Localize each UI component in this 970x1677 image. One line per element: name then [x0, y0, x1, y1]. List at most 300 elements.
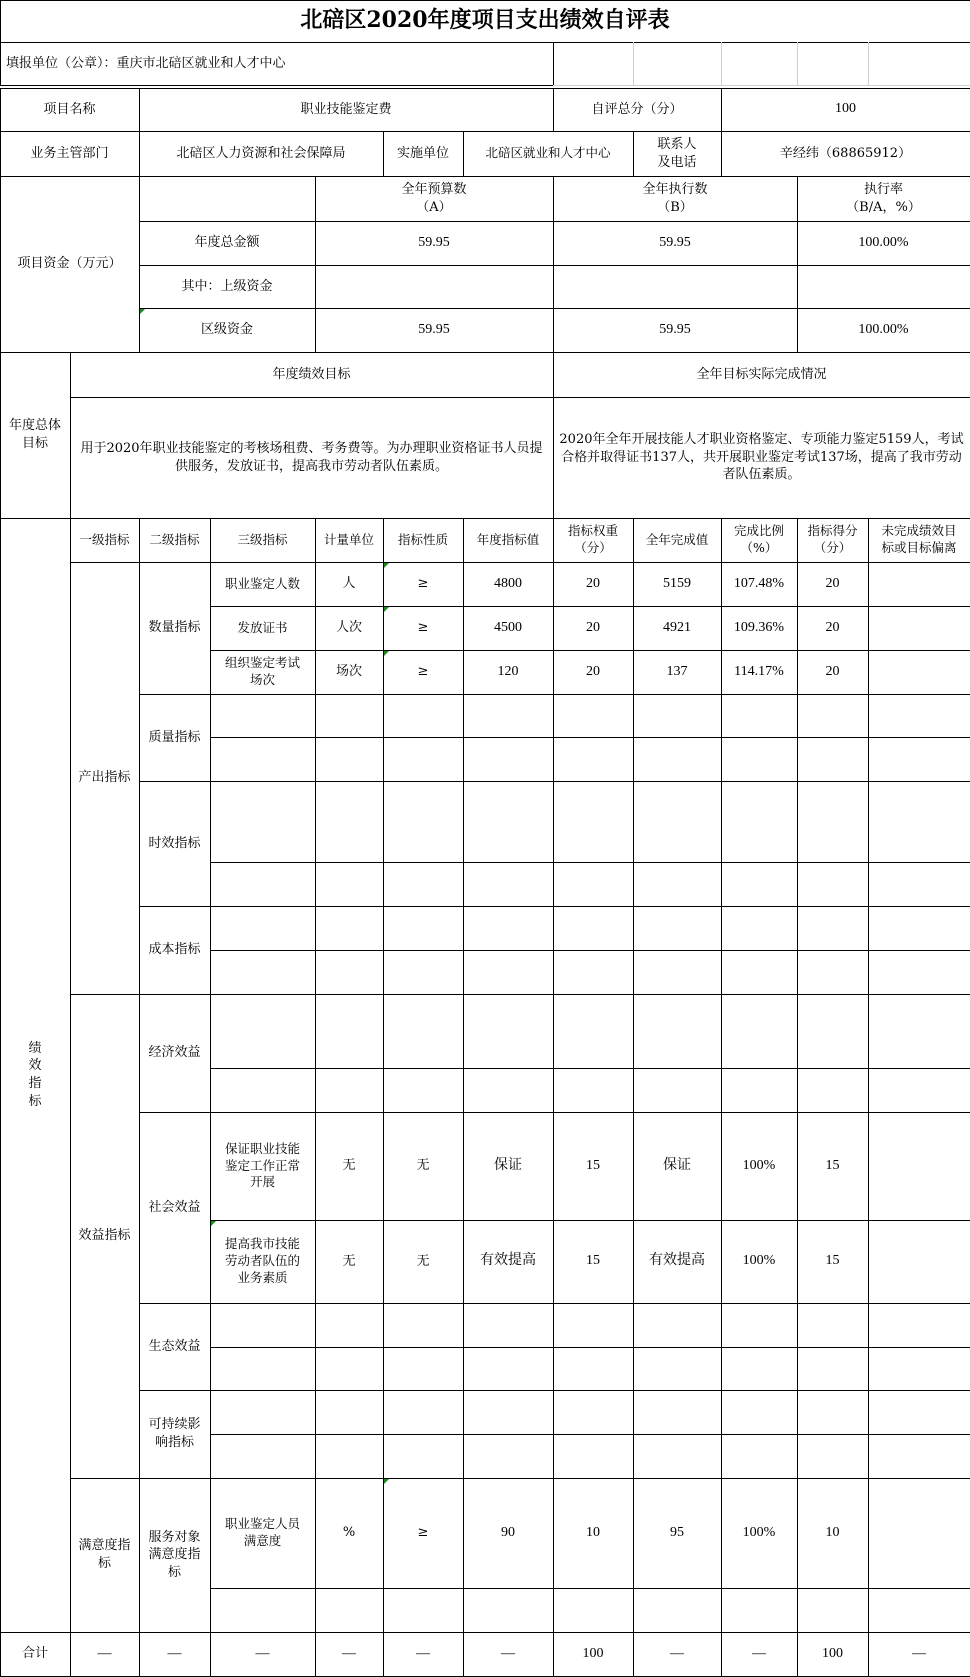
goals-target-text [70, 397, 553, 518]
level2-economic [139, 994, 210, 1112]
indicator-actual-text: 4921 [663, 619, 691, 635]
empty-cell [721, 862, 797, 906]
funds-row-a-text: 59.95 [418, 321, 450, 337]
empty-cell [463, 906, 553, 950]
indicator-score [797, 1478, 868, 1588]
indicator-deviation [868, 1112, 970, 1220]
empty-cell [553, 994, 633, 1068]
goals-target-header [70, 352, 553, 397]
filler-unit-text: 填报单位（公章）：重庆市北碚区就业和人才中心 [6, 55, 286, 71]
empty-cell [721, 1303, 797, 1347]
level2-quantity-text: 数量指标 [148, 620, 201, 636]
indicator-nature [383, 562, 463, 606]
project-name-value [139, 88, 553, 131]
indicator-deviation [868, 562, 970, 606]
indicator-nature [383, 1112, 463, 1220]
empty-cell [553, 1068, 633, 1112]
indicator-nature-text: 无 [416, 1158, 430, 1174]
empty-cell [797, 1434, 868, 1478]
empty-cell [210, 737, 315, 781]
indicator-ratio-text: 109.36% [733, 619, 785, 635]
empty-cell [633, 1390, 721, 1434]
level2-quality [139, 694, 210, 781]
total-cell-text: — [416, 1645, 430, 1661]
empty-cell [383, 950, 463, 994]
indicator-name-text: 提高我市技能 劳动者队伍的 业务素质 [224, 1236, 300, 1285]
project-name-label [0, 88, 139, 131]
indicator-weight-text: 15 [586, 1157, 600, 1173]
indicator-name [210, 606, 315, 650]
empty-cell [463, 1434, 553, 1478]
indicator-unit-text: 无 [342, 1158, 356, 1174]
level2-service-text: 服务对象 满意度指 标 [148, 1529, 201, 1580]
indicator-weight-text: 15 [586, 1253, 600, 1269]
level2-quantity [139, 562, 210, 694]
goals-actual-text-text: 2020年全年开展技能人才职业资格鉴定、专项能力鉴定5159人，考试合格并取得证书137人，共开展职业鉴定考试137场，提高了我市劳动者队伍素质。 [559, 432, 964, 483]
indicator-header-text: 一级指标 [79, 531, 130, 547]
empty-cell [463, 1068, 553, 1112]
indicator-weight-text: 20 [586, 619, 600, 635]
indicator-target-text: 4500 [494, 619, 522, 635]
score-value [721, 88, 970, 131]
funds-row-a-text: 59.95 [418, 234, 450, 250]
indicator-header [553, 518, 633, 562]
indicator-unit [315, 650, 383, 694]
indicators-label [0, 518, 70, 1632]
empty-cell [463, 1303, 553, 1347]
dept-label-text: 业务主管部门 [30, 145, 109, 161]
contact-label-text: 联系人 及电话 [657, 136, 697, 170]
empty-cell [553, 1588, 633, 1632]
indicator-score-text: 20 [825, 619, 840, 635]
indicator-header [633, 518, 721, 562]
empty-cell [463, 737, 553, 781]
empty-cell [383, 1347, 463, 1390]
indicator-deviation [868, 1220, 970, 1303]
indicator-weight [553, 606, 633, 650]
indicator-ratio [721, 650, 797, 694]
indicator-score-text: 15 [825, 1157, 840, 1173]
indicator-header-text: 全年完成值 [645, 531, 709, 547]
indicator-header [210, 518, 315, 562]
empty-cell [633, 1303, 721, 1347]
indicator-target [463, 1112, 553, 1220]
cell-comment-marker [384, 563, 389, 568]
empty-cell [797, 781, 868, 862]
score-label [553, 88, 721, 131]
indicator-ratio-text: 100% [742, 1253, 776, 1269]
indicator-header [139, 518, 210, 562]
funds-row-rate-text: 100.00% [858, 234, 909, 250]
indicator-actual [633, 562, 721, 606]
empty-cell [463, 1347, 553, 1390]
cell-comment-marker [384, 607, 389, 612]
empty-cell [633, 1068, 721, 1112]
indicator-actual [633, 1478, 721, 1588]
cell-comment-marker [140, 309, 145, 314]
indicator-actual-text: 有效提高 [649, 1253, 705, 1269]
indicator-target-text: 120 [497, 663, 519, 679]
empty-cell [210, 950, 315, 994]
empty-cell [210, 862, 315, 906]
funds-col-rate [797, 176, 970, 221]
funds-row-rate [797, 308, 970, 352]
funds-row-a [315, 221, 553, 265]
empty-cell [383, 781, 463, 862]
empty-cell [633, 1434, 721, 1478]
empty-cell [868, 950, 970, 994]
empty-cell [797, 694, 868, 737]
level2-economic-text: 经济效益 [148, 1045, 201, 1061]
empty-cell [633, 737, 721, 781]
funds-row-a [315, 265, 553, 308]
empty-cell [721, 1588, 797, 1632]
total-label [0, 1632, 70, 1676]
empty-cell [383, 862, 463, 906]
empty-cell [553, 906, 633, 950]
indicator-header-text: 计量单位 [323, 531, 374, 547]
empty-cell [553, 1303, 633, 1347]
indicator-target [463, 1478, 553, 1588]
level2-timeliness-text: 时效指标 [148, 835, 201, 851]
indicator-unit [315, 606, 383, 650]
funds-row-name [139, 308, 315, 352]
contact-value [721, 131, 970, 176]
empty-cell [315, 862, 383, 906]
empty-cell [553, 694, 633, 737]
indicator-header [70, 518, 139, 562]
indicator-nature [383, 1220, 463, 1303]
dept-value-text: 北碚区人力资源和社会保障局 [176, 145, 346, 161]
indicator-deviation [868, 606, 970, 650]
indicator-unit [315, 1220, 383, 1303]
indicator-nature-text: ≥ [417, 576, 429, 592]
empty-cell [463, 781, 553, 862]
indicator-header-text: 二级指标 [149, 531, 200, 547]
empty-cell [868, 694, 970, 737]
empty-cell [210, 1390, 315, 1434]
empty-cell [797, 737, 868, 781]
indicator-weight [553, 1220, 633, 1303]
indicator-nature [383, 1478, 463, 1588]
empty-cell [315, 1390, 383, 1434]
empty-cell [633, 1347, 721, 1390]
empty-cell [463, 862, 553, 906]
level2-sustainable-text: 可持续影 响指标 [148, 1417, 201, 1450]
indicator-header-text: 未完成绩效目 标或目标偏离 [881, 523, 957, 555]
empty-cell [797, 1068, 868, 1112]
empty-cell [721, 1347, 797, 1390]
empty-cell [383, 1588, 463, 1632]
level1-satisfaction-text: 满意度指 标 [78, 1538, 131, 1571]
page-title [0, 0, 970, 42]
funds-col-a-text: 全年预算数 （A） [401, 181, 467, 215]
indicator-ratio-text: 114.17% [734, 663, 784, 679]
indicator-score [797, 1220, 868, 1303]
empty-cell [463, 1390, 553, 1434]
empty-cell [868, 862, 970, 906]
empty-cell [553, 862, 633, 906]
total-cell [553, 1632, 633, 1676]
empty-cell [315, 1588, 383, 1632]
indicator-ratio [721, 606, 797, 650]
empty-cell [868, 1068, 970, 1112]
empty-cell [868, 994, 970, 1068]
indicator-actual-text: 5159 [663, 575, 691, 591]
indicator-ratio [721, 562, 797, 606]
total-cell [721, 1632, 797, 1676]
empty-cell [797, 1303, 868, 1347]
project-name-value-text: 职业技能鉴定费 [300, 101, 392, 117]
indicator-name-text: 职业鉴定人数 [224, 575, 300, 591]
total-cell [383, 1632, 463, 1676]
indicator-ratio-text: 107.48% [733, 575, 785, 591]
empty-cell [797, 906, 868, 950]
empty-cell [797, 862, 868, 906]
empty-cell [315, 906, 383, 950]
indicator-unit [315, 562, 383, 606]
empty-cell [633, 1588, 721, 1632]
cell-comment-marker [384, 1479, 389, 1484]
indicator-score-text: 20 [825, 575, 840, 591]
funds-row-rate-text: 100.00% [858, 321, 909, 337]
indicator-score [797, 650, 868, 694]
indicator-header-text: 指标权重 （分） [567, 523, 618, 555]
indicator-actual [633, 606, 721, 650]
empty-cell [553, 1390, 633, 1434]
indicator-header-text: 年度指标值 [476, 531, 540, 547]
indicator-score [797, 606, 868, 650]
funds-row-b [553, 308, 797, 352]
score-value-text: 100 [835, 101, 856, 117]
contact-value-text: 辛经纬（68865912） [779, 145, 912, 161]
empty-cell [383, 1390, 463, 1434]
impl-value-text: 北碚区就业和人才中心 [485, 145, 611, 161]
indicator-weight-text: 20 [586, 575, 600, 591]
empty-cell [210, 1434, 315, 1478]
total-cell-text: — [670, 1645, 684, 1661]
funds-col-b-text: 全年执行数 （B） [642, 181, 708, 215]
goals-label [0, 352, 70, 518]
empty-cell [633, 694, 721, 737]
dept-label [0, 131, 139, 176]
level2-service [139, 1478, 210, 1632]
empty-cell [797, 950, 868, 994]
empty-cell [721, 1068, 797, 1112]
funds-label [0, 176, 139, 352]
funds-row-b [553, 221, 797, 265]
total-cell [868, 1632, 970, 1676]
empty-cell [383, 737, 463, 781]
funds-row-name-text: 其中：上级资金 [181, 278, 273, 294]
empty-cell [553, 1434, 633, 1478]
empty-cell [721, 950, 797, 994]
indicator-name-text: 发放证书 [237, 619, 288, 635]
empty-cell [383, 1303, 463, 1347]
indicator-nature-text: ≥ [417, 620, 429, 636]
indicator-deviation [868, 1478, 970, 1588]
empty-cell [721, 1390, 797, 1434]
level2-social [139, 1112, 210, 1303]
total-cell [315, 1632, 383, 1676]
funds-row-b-text: 59.95 [659, 321, 691, 337]
goals-actual-text [553, 397, 970, 518]
empty-cell [868, 1347, 970, 1390]
empty-cell [210, 1303, 315, 1347]
indicator-deviation [868, 650, 970, 694]
indicator-target-text: 保证 [494, 1157, 522, 1173]
empty-cell [315, 994, 383, 1068]
funds-row-a [315, 308, 553, 352]
indicator-weight [553, 1112, 633, 1220]
indicator-target-text: 90 [501, 1524, 515, 1540]
total-cell-text: — [97, 1645, 112, 1661]
level1-output-text: 产出指标 [78, 770, 131, 786]
score-label-text: 自评总分（分） [591, 101, 683, 117]
total-cell [139, 1632, 210, 1676]
empty-cell [721, 737, 797, 781]
indicator-ratio [721, 1112, 797, 1220]
level1-satisfaction [70, 1478, 139, 1632]
indicator-header [463, 518, 553, 562]
empty-cell [210, 1068, 315, 1112]
empty-cell [210, 1347, 315, 1390]
funds-col-rate-text: 执行率 （B/A，%） [846, 181, 921, 215]
indicator-actual-text: 保证 [663, 1157, 691, 1173]
empty-cell [210, 994, 315, 1068]
indicator-actual [633, 650, 721, 694]
indicator-actual-text: 137 [666, 663, 688, 679]
indicator-score [797, 562, 868, 606]
page-title-text: 北碚区2020年度项目支出绩效自评表 [300, 7, 670, 34]
goals-actual-header [553, 352, 970, 397]
indicator-unit [315, 1112, 383, 1220]
level1-benefit [70, 994, 139, 1478]
empty-cell [383, 1068, 463, 1112]
indicator-weight-text: 10 [586, 1524, 600, 1540]
total-cell-text: — [912, 1645, 926, 1661]
indicator-name [210, 650, 315, 694]
indicator-name [210, 562, 315, 606]
indicator-score-text: 15 [825, 1253, 840, 1269]
indicator-name-text: 保证职业技能 鉴定工作正常 开展 [224, 1140, 300, 1190]
indicator-target [463, 562, 553, 606]
empty-cell [868, 1588, 970, 1632]
indicator-ratio [721, 1478, 797, 1588]
empty-cell [797, 994, 868, 1068]
empty-cell [633, 906, 721, 950]
indicator-score [797, 1112, 868, 1220]
indicator-target-text: 4800 [494, 575, 522, 591]
indicator-header-text: 三级指标 [237, 531, 288, 547]
impl-label-text: 实施单位 [396, 145, 449, 161]
project-name-label-text: 项目名称 [43, 101, 96, 117]
indicator-name-text: 职业鉴定人员 满意度 [224, 1516, 300, 1548]
empty-cell [315, 694, 383, 737]
indicator-header-text: 指标性质 [397, 531, 448, 547]
goals-label-text: 年度总体 目标 [8, 418, 61, 451]
empty-cell [315, 1303, 383, 1347]
funds-row-name [139, 221, 315, 265]
total-cell-text: — [752, 1645, 766, 1661]
empty-cell [315, 950, 383, 994]
indicator-score-text: 20 [825, 663, 840, 679]
indicator-weight [553, 650, 633, 694]
empty-cell [553, 950, 633, 994]
total-cell [463, 1632, 553, 1676]
indicator-target [463, 606, 553, 650]
indicator-actual [633, 1220, 721, 1303]
funds-row-b-text: 59.95 [659, 234, 691, 250]
indicator-name [210, 1112, 315, 1220]
impl-label [383, 131, 463, 176]
empty-cell [315, 1068, 383, 1112]
funds-row-name-text: 区级资金 [200, 322, 253, 338]
indicator-weight [553, 1478, 633, 1588]
empty-cell [721, 906, 797, 950]
total-cell [70, 1632, 139, 1676]
indicator-unit-text: % [342, 1525, 356, 1541]
dept-value [139, 131, 383, 176]
indicator-ratio-text: 100% [742, 1524, 776, 1540]
indicator-nature-text: ≥ [417, 1525, 429, 1541]
empty-cell [868, 1303, 970, 1347]
level2-ecological [139, 1303, 210, 1390]
empty-cell [721, 694, 797, 737]
empty-cell [868, 1434, 970, 1478]
level2-timeliness [139, 781, 210, 906]
empty-cell [797, 1588, 868, 1632]
indicator-weight-text: 20 [586, 663, 600, 679]
empty-cell [553, 1347, 633, 1390]
contact-label [633, 131, 721, 176]
indicators-label-text: 绩 效 指 标 [28, 1040, 42, 1109]
empty-cell [721, 1434, 797, 1478]
empty-cell [721, 994, 797, 1068]
empty-cell [463, 694, 553, 737]
total-label-text: 合计 [21, 1646, 48, 1662]
empty-cell [633, 862, 721, 906]
indicator-weight [553, 562, 633, 606]
indicator-ratio-text: 100% [742, 1157, 776, 1173]
empty-cell [633, 994, 721, 1068]
indicator-ratio [721, 1220, 797, 1303]
indicator-target-text: 有效提高 [480, 1253, 536, 1269]
indicator-header [383, 518, 463, 562]
funds-col-a [315, 176, 553, 221]
indicator-name-text: 组织鉴定考试 场次 [224, 655, 300, 687]
empty-cell [463, 1588, 553, 1632]
empty-cell [797, 1390, 868, 1434]
indicator-unit [315, 1478, 383, 1588]
indicator-unit-text: 人次 [335, 620, 362, 636]
empty-cell [383, 994, 463, 1068]
level2-quality-text: 质量指标 [148, 729, 201, 745]
indicator-target [463, 1220, 553, 1303]
indicator-actual-text: 95 [670, 1524, 684, 1540]
level2-cost-text: 成本指标 [148, 942, 201, 958]
total-cell-text: — [501, 1645, 515, 1661]
empty-cell [553, 737, 633, 781]
funds-row-name [139, 265, 315, 308]
indicator-unit-text: 无 [342, 1253, 356, 1269]
empty-cell [383, 1434, 463, 1478]
empty-cell [383, 694, 463, 737]
empty-cell [868, 906, 970, 950]
empty-cell [463, 994, 553, 1068]
indicator-nature-text: 无 [416, 1253, 430, 1269]
goals-target-text-text: 用于2020年职业技能鉴定的考核场租费、考务费等。为办理职业资格证书人员提供服务，发放证书，提高我市劳动者队伍素质。 [80, 440, 543, 474]
